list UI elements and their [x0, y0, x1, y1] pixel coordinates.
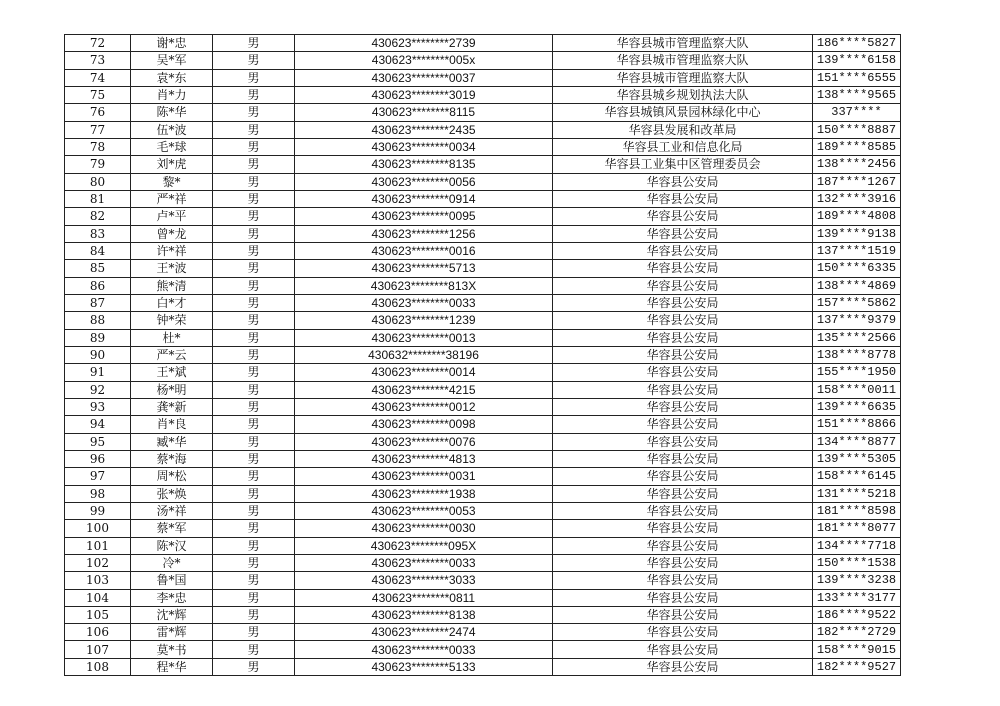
row-number-cell: 94 [65, 416, 131, 433]
name-cell: 张*焕 [131, 485, 213, 502]
row-number-cell: 107 [65, 641, 131, 658]
id-number-cell: 430623********0030 [295, 520, 553, 537]
table-row [65, 208, 901, 225]
table-row [65, 416, 901, 433]
row-number-cell: 72 [65, 35, 131, 52]
phone-cell: 138****2456 [813, 156, 901, 173]
work-unit-cell: 华容县城市管理监察大队 [553, 52, 813, 69]
phone-cell: 155****1950 [813, 364, 901, 381]
id-number-cell: 430623********3019 [295, 86, 553, 103]
id-number-cell: 430623********0914 [295, 190, 553, 207]
work-unit-cell: 华容县公安局 [553, 416, 813, 433]
id-number-cell: 430623********4813 [295, 450, 553, 467]
row-number-cell: 77 [65, 121, 131, 138]
table-row [65, 398, 901, 415]
id-number-cell: 430623********0095 [295, 208, 553, 225]
id-number-cell: 430623********2474 [295, 624, 553, 641]
row-number-cell: 79 [65, 156, 131, 173]
gender-cell: 男 [213, 364, 295, 381]
row-number-cell: 97 [65, 468, 131, 485]
row-number-cell: 84 [65, 242, 131, 259]
name-cell: 严*云 [131, 346, 213, 363]
id-number-cell: 430623********3033 [295, 572, 553, 589]
row-number-cell: 91 [65, 364, 131, 381]
phone-cell: 133****3177 [813, 589, 901, 606]
table-row [65, 364, 901, 381]
table-row [65, 502, 901, 519]
id-number-cell: 430623********1239 [295, 312, 553, 329]
gender-cell: 男 [213, 502, 295, 519]
name-cell: 吴*军 [131, 52, 213, 69]
phone-cell: 139****6635 [813, 398, 901, 415]
phone-cell: 138****4869 [813, 277, 901, 294]
work-unit-cell: 华容县公安局 [553, 485, 813, 502]
work-unit-cell: 华容县发展和改革局 [553, 121, 813, 138]
id-number-cell: 430623********8138 [295, 606, 553, 623]
name-cell: 杨*明 [131, 381, 213, 398]
table-row [65, 312, 901, 329]
work-unit-cell: 华容县城市管理监察大队 [553, 35, 813, 52]
work-unit-cell: 华容县工业和信息化局 [553, 138, 813, 155]
table-row [65, 381, 901, 398]
gender-cell: 男 [213, 520, 295, 537]
table-row [65, 156, 901, 173]
row-number-cell: 92 [65, 381, 131, 398]
gender-cell: 男 [213, 312, 295, 329]
name-cell: 沈*辉 [131, 606, 213, 623]
phone-cell: 139****6158 [813, 52, 901, 69]
gender-cell: 男 [213, 641, 295, 658]
phone-cell: 137****1519 [813, 242, 901, 259]
work-unit-cell: 华容县城镇风景园林绿化中心 [553, 104, 813, 121]
phone-cell: 189****4808 [813, 208, 901, 225]
row-number-cell: 82 [65, 208, 131, 225]
work-unit-cell: 华容县公安局 [553, 606, 813, 623]
name-cell: 肖*良 [131, 416, 213, 433]
phone-cell: 131****5218 [813, 485, 901, 502]
table-row [65, 69, 901, 86]
table-row [65, 450, 901, 467]
row-number-cell: 93 [65, 398, 131, 415]
table-row [65, 329, 901, 346]
name-cell: 谢*忠 [131, 35, 213, 52]
id-number-cell: 430623********0012 [295, 398, 553, 415]
name-cell: 袁*东 [131, 69, 213, 86]
row-number-cell: 108 [65, 658, 131, 675]
table-row [65, 468, 901, 485]
name-cell: 蔡*海 [131, 450, 213, 467]
gender-cell: 男 [213, 433, 295, 450]
table-row [65, 225, 901, 242]
name-cell: 曾*龙 [131, 225, 213, 242]
name-cell: 莫*书 [131, 641, 213, 658]
id-number-cell: 430623********0037 [295, 69, 553, 86]
work-unit-cell: 华容县公安局 [553, 520, 813, 537]
work-unit-cell: 华容县公安局 [553, 468, 813, 485]
name-cell: 伍*波 [131, 121, 213, 138]
name-cell: 白*才 [131, 294, 213, 311]
work-unit-cell: 华容县公安局 [553, 294, 813, 311]
row-number-cell: 80 [65, 173, 131, 190]
name-cell: 程*华 [131, 658, 213, 675]
gender-cell: 男 [213, 242, 295, 259]
work-unit-cell: 华容县城市管理监察大队 [553, 69, 813, 86]
name-cell: 龚*新 [131, 398, 213, 415]
work-unit-cell: 华容县公安局 [553, 433, 813, 450]
phone-cell: 187****1267 [813, 173, 901, 190]
work-unit-cell: 华容县公安局 [553, 225, 813, 242]
gender-cell: 男 [213, 554, 295, 571]
gender-cell: 男 [213, 104, 295, 121]
row-number-cell: 74 [65, 69, 131, 86]
id-number-cell: 430623********0033 [295, 641, 553, 658]
work-unit-cell: 华容县工业集中区管理委员会 [553, 156, 813, 173]
work-unit-cell: 华容县公安局 [553, 364, 813, 381]
row-number-cell: 99 [65, 502, 131, 519]
phone-cell: 139****5305 [813, 450, 901, 467]
gender-cell: 男 [213, 173, 295, 190]
name-cell: 钟*荣 [131, 312, 213, 329]
table-row [65, 641, 901, 658]
gender-cell: 男 [213, 606, 295, 623]
row-number-cell: 100 [65, 520, 131, 537]
name-cell: 黎* [131, 173, 213, 190]
table-row [65, 173, 901, 190]
phone-cell: 158****9015 [813, 641, 901, 658]
table-row [65, 537, 901, 554]
table-row [65, 52, 901, 69]
table-row [65, 138, 901, 155]
gender-cell: 男 [213, 468, 295, 485]
work-unit-cell: 华容县公安局 [553, 589, 813, 606]
gender-cell: 男 [213, 329, 295, 346]
phone-cell: 139****9138 [813, 225, 901, 242]
table-row [65, 35, 901, 52]
row-number-cell: 86 [65, 277, 131, 294]
table-row [65, 485, 901, 502]
phone-cell: 151****8866 [813, 416, 901, 433]
row-number-cell: 85 [65, 260, 131, 277]
id-number-cell: 430623********2435 [295, 121, 553, 138]
name-cell: 严*祥 [131, 190, 213, 207]
gender-cell: 男 [213, 277, 295, 294]
gender-cell: 男 [213, 69, 295, 86]
table-row [65, 242, 901, 259]
name-cell: 汤*祥 [131, 502, 213, 519]
id-number-cell: 430623********5133 [295, 658, 553, 675]
gender-cell: 男 [213, 346, 295, 363]
name-cell: 毛*球 [131, 138, 213, 155]
row-number-cell: 88 [65, 312, 131, 329]
row-number-cell: 103 [65, 572, 131, 589]
table-row [65, 572, 901, 589]
phone-cell: 337**** [813, 104, 901, 121]
name-cell: 熊*清 [131, 277, 213, 294]
table-row [65, 433, 901, 450]
phone-cell: 138****9565 [813, 86, 901, 103]
id-number-cell: 430623********0053 [295, 502, 553, 519]
id-number-cell: 430623********0013 [295, 329, 553, 346]
name-cell: 冷* [131, 554, 213, 571]
name-cell: 鲁*国 [131, 572, 213, 589]
work-unit-cell: 华容县公安局 [553, 572, 813, 589]
phone-cell: 139****3238 [813, 572, 901, 589]
gender-cell: 男 [213, 121, 295, 138]
table-row [65, 277, 901, 294]
phone-cell: 134****7718 [813, 537, 901, 554]
phone-cell: 158****0011 [813, 381, 901, 398]
phone-cell: 182****2729 [813, 624, 901, 641]
row-number-cell: 102 [65, 554, 131, 571]
id-number-cell: 430623********5713 [295, 260, 553, 277]
work-unit-cell: 华容县公安局 [553, 208, 813, 225]
work-unit-cell: 华容县公安局 [553, 658, 813, 675]
work-unit-cell: 华容县公安局 [553, 537, 813, 554]
work-unit-cell: 华容县公安局 [553, 173, 813, 190]
gender-cell: 男 [213, 658, 295, 675]
id-number-cell: 430623********8135 [295, 156, 553, 173]
table-row [65, 624, 901, 641]
phone-cell: 182****9527 [813, 658, 901, 675]
gender-cell: 男 [213, 381, 295, 398]
table-row [65, 121, 901, 138]
phone-cell: 181****8077 [813, 520, 901, 537]
id-number-cell: 430623********0014 [295, 364, 553, 381]
phone-cell: 189****8585 [813, 138, 901, 155]
phone-cell: 181****8598 [813, 502, 901, 519]
work-unit-cell: 华容县公安局 [553, 329, 813, 346]
gender-cell: 男 [213, 260, 295, 277]
gender-cell: 男 [213, 35, 295, 52]
row-number-cell: 76 [65, 104, 131, 121]
row-number-cell: 73 [65, 52, 131, 69]
row-number-cell: 105 [65, 606, 131, 623]
phone-cell: 186****5827 [813, 35, 901, 52]
gender-cell: 男 [213, 398, 295, 415]
id-number-cell: 430623********2739 [295, 35, 553, 52]
phone-cell: 151****6555 [813, 69, 901, 86]
phone-cell: 138****8778 [813, 346, 901, 363]
id-number-cell: 430623********0031 [295, 468, 553, 485]
work-unit-cell: 华容县城乡规划执法大队 [553, 86, 813, 103]
work-unit-cell: 华容县公安局 [553, 502, 813, 519]
name-cell: 卢*平 [131, 208, 213, 225]
name-cell: 陈*华 [131, 104, 213, 121]
id-number-cell: 430623********813X [295, 277, 553, 294]
gender-cell: 男 [213, 225, 295, 242]
row-number-cell: 75 [65, 86, 131, 103]
phone-cell: 157****5862 [813, 294, 901, 311]
name-cell: 陈*汉 [131, 537, 213, 554]
id-number-cell: 430623********0098 [295, 416, 553, 433]
work-unit-cell: 华容县公安局 [553, 346, 813, 363]
name-cell: 王*波 [131, 260, 213, 277]
table-row [65, 190, 901, 207]
id-number-cell: 430623********8115 [295, 104, 553, 121]
table-row [65, 86, 901, 103]
id-number-cell: 430623********0056 [295, 173, 553, 190]
id-number-cell: 430623********0033 [295, 294, 553, 311]
id-number-cell: 430623********0033 [295, 554, 553, 571]
table-row [65, 294, 901, 311]
id-number-cell: 430623********1256 [295, 225, 553, 242]
row-number-cell: 87 [65, 294, 131, 311]
name-cell: 王*斌 [131, 364, 213, 381]
row-number-cell: 81 [65, 190, 131, 207]
gender-cell: 男 [213, 537, 295, 554]
personnel-table [64, 34, 901, 676]
gender-cell: 男 [213, 190, 295, 207]
gender-cell: 男 [213, 52, 295, 69]
row-number-cell: 104 [65, 589, 131, 606]
phone-cell: 150****1538 [813, 554, 901, 571]
phone-cell: 134****8877 [813, 433, 901, 450]
id-number-cell: 430623********0811 [295, 589, 553, 606]
work-unit-cell: 华容县公安局 [553, 242, 813, 259]
table-row [65, 589, 901, 606]
phone-cell: 137****9379 [813, 312, 901, 329]
id-number-cell: 430623********0076 [295, 433, 553, 450]
name-cell: 许*祥 [131, 242, 213, 259]
id-number-cell: 430623********095X [295, 537, 553, 554]
gender-cell: 男 [213, 208, 295, 225]
gender-cell: 男 [213, 86, 295, 103]
row-number-cell: 89 [65, 329, 131, 346]
gender-cell: 男 [213, 589, 295, 606]
work-unit-cell: 华容县公安局 [553, 624, 813, 641]
gender-cell: 男 [213, 572, 295, 589]
table-row [65, 260, 901, 277]
id-number-cell: 430632********38196 [295, 346, 553, 363]
row-number-cell: 95 [65, 433, 131, 450]
gender-cell: 男 [213, 485, 295, 502]
work-unit-cell: 华容县公安局 [553, 277, 813, 294]
row-number-cell: 90 [65, 346, 131, 363]
table-row [65, 554, 901, 571]
work-unit-cell: 华容县公安局 [553, 554, 813, 571]
work-unit-cell: 华容县公安局 [553, 641, 813, 658]
name-cell: 杜* [131, 329, 213, 346]
phone-cell: 132****3916 [813, 190, 901, 207]
work-unit-cell: 华容县公安局 [553, 260, 813, 277]
work-unit-cell: 华容县公安局 [553, 450, 813, 467]
table-body [65, 35, 901, 676]
name-cell: 李*忠 [131, 589, 213, 606]
id-number-cell: 430623********0034 [295, 138, 553, 155]
row-number-cell: 106 [65, 624, 131, 641]
table-row [65, 658, 901, 675]
name-cell: 刘*虎 [131, 156, 213, 173]
gender-cell: 男 [213, 156, 295, 173]
name-cell: 周*松 [131, 468, 213, 485]
id-number-cell: 430623********1938 [295, 485, 553, 502]
gender-cell: 男 [213, 294, 295, 311]
row-number-cell: 83 [65, 225, 131, 242]
table-row [65, 104, 901, 121]
table-row [65, 346, 901, 363]
phone-cell: 150****8887 [813, 121, 901, 138]
table-row [65, 606, 901, 623]
name-cell: 蔡*军 [131, 520, 213, 537]
gender-cell: 男 [213, 450, 295, 467]
phone-cell: 135****2566 [813, 329, 901, 346]
table-row [65, 520, 901, 537]
work-unit-cell: 华容县公安局 [553, 381, 813, 398]
name-cell: 臧*华 [131, 433, 213, 450]
phone-cell: 186****9522 [813, 606, 901, 623]
gender-cell: 男 [213, 138, 295, 155]
name-cell: 雷*辉 [131, 624, 213, 641]
id-number-cell: 430623********0016 [295, 242, 553, 259]
gender-cell: 男 [213, 416, 295, 433]
name-cell: 肖*力 [131, 86, 213, 103]
row-number-cell: 78 [65, 138, 131, 155]
id-number-cell: 430623********005x [295, 52, 553, 69]
id-number-cell: 430623********4215 [295, 381, 553, 398]
row-number-cell: 101 [65, 537, 131, 554]
phone-cell: 158****6145 [813, 468, 901, 485]
gender-cell: 男 [213, 624, 295, 641]
work-unit-cell: 华容县公安局 [553, 312, 813, 329]
row-number-cell: 96 [65, 450, 131, 467]
work-unit-cell: 华容县公安局 [553, 190, 813, 207]
phone-cell: 150****6335 [813, 260, 901, 277]
work-unit-cell: 华容县公安局 [553, 398, 813, 415]
row-number-cell: 98 [65, 485, 131, 502]
